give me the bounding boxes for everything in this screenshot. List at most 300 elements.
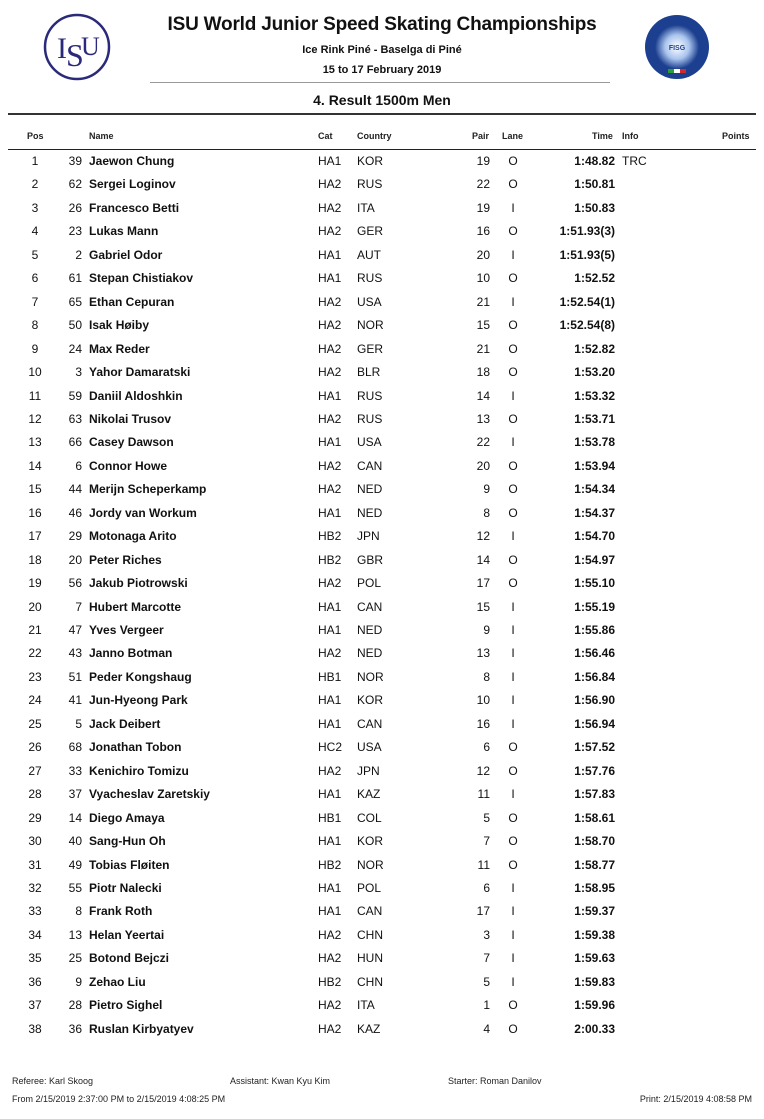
- lane: I: [511, 200, 515, 215]
- country-code: USA: [357, 294, 382, 309]
- category: HB2: [318, 529, 342, 544]
- table-row: [0, 670, 764, 693]
- bib-number: 36: [68, 1021, 82, 1036]
- position: 26: [28, 740, 42, 755]
- category: HA2: [318, 224, 342, 239]
- pair-number: 12: [476, 763, 490, 778]
- skater-name: Helan Yeertai: [89, 927, 165, 942]
- bib-number: 41: [68, 693, 82, 708]
- lane: I: [511, 716, 515, 731]
- category: HA2: [318, 318, 342, 333]
- result-time: 1:56.46: [574, 646, 615, 661]
- table-row: [0, 834, 764, 857]
- skater-name: Sergei Loginov: [89, 177, 176, 192]
- skater-name: Peder Kongshaug: [89, 669, 192, 684]
- bib-number: 40: [68, 834, 82, 849]
- skater-name: Ruslan Kirbyatyev: [89, 1021, 194, 1036]
- header-divider: [8, 149, 756, 150]
- starter: Starter: Roman Danilov: [448, 1076, 542, 1086]
- position: 2: [31, 177, 39, 192]
- print-time: Print: 2/15/2019 4:08:58 PM: [639, 1094, 752, 1104]
- skater-name: Jordy van Workum: [89, 505, 197, 520]
- skater-name: Botond Bejczi: [89, 951, 169, 966]
- bib-number: 44: [68, 482, 82, 497]
- country-code: BLR: [357, 365, 381, 380]
- lane: O: [508, 482, 518, 497]
- result-time: 1:48.82: [574, 154, 615, 168]
- position: 9: [31, 341, 39, 356]
- pair-number: 15: [476, 318, 490, 333]
- pair-number: 9: [483, 482, 490, 497]
- table-row: [0, 506, 764, 529]
- result-time: 1:55.10: [574, 576, 615, 591]
- country-code: RUS: [357, 388, 383, 403]
- position: 37: [28, 998, 42, 1013]
- pair-number: 5: [483, 974, 490, 989]
- skater-name: Peter Riches: [89, 552, 162, 567]
- table-row: [0, 435, 764, 458]
- bib-number: 63: [68, 411, 82, 426]
- table-row: [0, 928, 764, 951]
- svg-text:S: S: [66, 37, 84, 73]
- country-code: KAZ: [357, 1021, 381, 1036]
- result-time: 1:58.70: [574, 834, 615, 849]
- lane: I: [511, 880, 515, 895]
- divider: [150, 82, 610, 83]
- country-code: GBR: [357, 552, 384, 567]
- table-row: [0, 295, 764, 318]
- bib-number: 51: [68, 669, 82, 684]
- pair-number: 12: [476, 529, 490, 544]
- country-code: USA: [357, 740, 382, 755]
- country-code: NED: [357, 505, 383, 520]
- pair-number: 14: [476, 552, 490, 567]
- skater-name: Daniil Aldoshkin: [89, 388, 183, 403]
- country-code: KOR: [357, 154, 384, 168]
- country-code: GER: [357, 341, 384, 356]
- country-code: RUS: [357, 271, 383, 286]
- table-row: [0, 389, 764, 412]
- category: HC2: [318, 740, 343, 755]
- position: 35: [28, 951, 42, 966]
- pair-number: 21: [476, 341, 490, 356]
- bib-number: 68: [68, 740, 82, 755]
- referee: Referee: Karl Skoog: [12, 1076, 94, 1086]
- venue: Ice Rink Piné - Baselga di Piné: [302, 44, 462, 56]
- svg-text:U: U: [81, 32, 100, 61]
- country-code: CAN: [357, 904, 383, 919]
- country-code: POL: [357, 880, 382, 895]
- table-row: [0, 858, 764, 881]
- position: 28: [28, 787, 42, 802]
- column-header-info: Info: [622, 131, 639, 141]
- country-code: HUN: [357, 951, 383, 966]
- lane: O: [508, 763, 518, 778]
- category: HA2: [318, 341, 342, 356]
- category: HA2: [318, 200, 342, 215]
- svg-text:FISG: FISG: [668, 45, 686, 52]
- category: HA2: [318, 1021, 342, 1036]
- table-row: [0, 975, 764, 998]
- table-row: [0, 951, 764, 974]
- pair-number: 7: [483, 951, 490, 966]
- bib-number: 25: [68, 951, 82, 966]
- table-row: [0, 271, 764, 294]
- position: 25: [28, 716, 42, 731]
- lane: I: [511, 951, 515, 966]
- page-title: ISU World Junior Speed Skating Championships: [167, 14, 597, 35]
- pair-number: 19: [476, 154, 490, 168]
- pair-number: 6: [483, 880, 490, 895]
- lane: I: [511, 247, 515, 262]
- country-code: CHN: [357, 927, 383, 942]
- result-time: 1:52.54(8): [559, 318, 615, 333]
- category: HA2: [318, 576, 342, 591]
- result-time: 1:56.90: [574, 693, 615, 708]
- result-time: 1:54.37: [574, 505, 615, 520]
- pair-number: 5: [483, 810, 490, 825]
- result-time: 1:55.86: [574, 623, 615, 637]
- country-code: RUS: [357, 177, 383, 192]
- pair-number: 22: [476, 177, 490, 192]
- skater-name: Max Reder: [89, 341, 150, 356]
- bib-number: 8: [75, 904, 82, 919]
- result-time: 1:55.19: [574, 599, 615, 614]
- bib-number: 61: [68, 271, 82, 286]
- lane: O: [508, 1021, 518, 1036]
- table-row: [0, 693, 764, 716]
- category: HA2: [318, 458, 342, 473]
- result-time: 1:53.78: [574, 435, 615, 450]
- bib-number: 55: [68, 880, 82, 895]
- lane: O: [508, 318, 518, 333]
- position: 6: [31, 271, 39, 286]
- category: HA2: [318, 951, 342, 966]
- result-time: 1:59.38: [574, 927, 615, 942]
- bib-number: 59: [68, 388, 82, 403]
- assistant: Assistant: Kwan Kyu Kim: [230, 1076, 331, 1086]
- position: 32: [28, 880, 42, 895]
- category: HA1: [318, 693, 342, 708]
- country-code: NOR: [357, 669, 384, 684]
- table-row: [0, 787, 764, 810]
- table-row: [0, 740, 764, 763]
- position: 7: [31, 294, 39, 309]
- lane: I: [511, 646, 515, 661]
- timing-period: From 2/15/2019 2:37:00 PM to 2/15/2019 4:08:25 PM: [12, 1094, 226, 1104]
- category: HA2: [318, 998, 342, 1013]
- position: 22: [28, 646, 42, 661]
- position: 1: [31, 154, 39, 168]
- country-code: KAZ: [357, 787, 381, 802]
- lane: O: [508, 154, 518, 168]
- pair-number: 22: [476, 435, 490, 450]
- category: HA1: [318, 271, 342, 286]
- pair-number: 14: [476, 388, 490, 403]
- pair-number: 3: [483, 927, 490, 942]
- pair-number: 13: [476, 411, 490, 426]
- position: 24: [28, 693, 42, 708]
- pair-number: 8: [483, 505, 490, 520]
- pair-number: 6: [483, 740, 490, 755]
- category: HB2: [318, 857, 342, 872]
- bib-number: 33: [68, 763, 82, 778]
- svg-text:I: I: [57, 32, 67, 65]
- country-code: COL: [357, 810, 382, 825]
- result-time: 1:54.70: [574, 529, 615, 544]
- category: HA1: [318, 247, 342, 262]
- bib-number: 50: [68, 318, 82, 333]
- skater-name: Stepan Chistiakov: [89, 271, 194, 286]
- bib-number: 43: [68, 646, 82, 661]
- lane: O: [508, 505, 518, 520]
- table-row: [0, 764, 764, 787]
- bib-number: 37: [68, 787, 82, 802]
- table-row: [0, 177, 764, 200]
- pair-number: 19: [476, 200, 490, 215]
- bib-number: 6: [75, 458, 82, 473]
- position: 38: [28, 1021, 42, 1036]
- lane: I: [511, 388, 515, 403]
- bib-number: 46: [68, 505, 82, 520]
- table-row: [0, 318, 764, 341]
- skater-name: Hubert Marcotte: [89, 599, 182, 614]
- country-code: KOR: [357, 834, 384, 849]
- table-row: [0, 553, 764, 576]
- skater-name: Piotr Nalecki: [89, 880, 162, 895]
- lane: I: [511, 693, 515, 708]
- result-time: 1:56.84: [574, 669, 615, 684]
- bib-number: 47: [68, 623, 82, 637]
- table-row: [0, 154, 764, 177]
- country-code: NED: [357, 646, 383, 661]
- result-time: 1:53.71: [574, 411, 615, 426]
- skater-name: Casey Dawson: [89, 435, 174, 450]
- country-code: CAN: [357, 716, 383, 731]
- bib-number: 14: [68, 810, 82, 825]
- result-time: 1:50.83: [574, 200, 615, 215]
- table-row: [0, 904, 764, 927]
- table-row: [0, 459, 764, 482]
- pair-number: 7: [483, 834, 490, 849]
- skater-name: Vyacheslav Zaretskiy: [89, 787, 210, 802]
- column-header-name: Name: [89, 131, 114, 141]
- table-row: [0, 482, 764, 505]
- bib-number: 13: [68, 927, 82, 942]
- country-code: CAN: [357, 458, 383, 473]
- table-row: [0, 576, 764, 599]
- divider: [8, 113, 756, 115]
- lane: O: [508, 458, 518, 473]
- table-row: [0, 224, 764, 247]
- lane: O: [508, 224, 518, 239]
- position: 5: [31, 247, 39, 262]
- country-code: NED: [357, 623, 383, 637]
- country-code: ITA: [357, 998, 375, 1013]
- category: HA2: [318, 482, 342, 497]
- country-code: KOR: [357, 693, 384, 708]
- country-code: NOR: [357, 857, 384, 872]
- result-time: 1:56.94: [574, 716, 615, 731]
- category: HA1: [318, 716, 342, 731]
- lane: O: [508, 740, 518, 755]
- skater-name: Merijn Scheperkamp: [89, 482, 207, 497]
- table-row: [0, 623, 764, 646]
- position: 23: [28, 669, 42, 684]
- skater-name: Yahor Damaratski: [89, 365, 191, 380]
- bib-number: 56: [68, 576, 82, 591]
- info: TRC: [622, 154, 647, 168]
- bib-number: 3: [75, 365, 82, 380]
- table-row: [0, 342, 764, 365]
- pair-number: 10: [476, 271, 490, 286]
- result-time: 1:57.52: [574, 740, 615, 755]
- position: 8: [31, 318, 39, 333]
- position: 18: [28, 552, 42, 567]
- position: 10: [28, 365, 42, 380]
- country-code: RUS: [357, 411, 383, 426]
- bib-number: 29: [68, 529, 82, 544]
- lane: O: [508, 271, 518, 286]
- bib-number: 24: [68, 341, 82, 356]
- pair-number: 13: [476, 646, 490, 661]
- pair-number: 18: [476, 365, 490, 380]
- lane: O: [508, 411, 518, 426]
- result-time: 1:51.93(5): [559, 247, 615, 262]
- country-code: NOR: [357, 318, 384, 333]
- result-time: 1:54.97: [574, 552, 615, 567]
- country-code: NED: [357, 482, 383, 497]
- column-header-points: Points: [722, 131, 750, 141]
- position: 14: [28, 458, 42, 473]
- category: HB1: [318, 810, 342, 825]
- bib-number: 39: [68, 154, 82, 168]
- country-code: JPN: [357, 763, 380, 778]
- country-code: AUT: [357, 247, 381, 262]
- bib-number: 9: [75, 974, 82, 989]
- country-code: GER: [357, 224, 384, 239]
- result-time: 1:59.37: [574, 904, 615, 919]
- column-header-pair: Pair: [472, 131, 490, 141]
- table-row: [0, 998, 764, 1021]
- category: HA1: [318, 435, 342, 450]
- position: 31: [28, 857, 42, 872]
- position: 13: [28, 435, 42, 450]
- bib-number: 49: [68, 857, 82, 872]
- column-header-lane: Lane: [502, 131, 524, 141]
- lane: I: [511, 294, 515, 309]
- result-time: 1:57.76: [574, 763, 615, 778]
- category: HA2: [318, 177, 342, 192]
- lane: I: [511, 904, 515, 919]
- skater-name: Nikolai Trusov: [89, 411, 172, 426]
- event-title: 4. Result 1500m Men: [313, 92, 451, 108]
- category: HA2: [318, 763, 342, 778]
- table-row: [0, 600, 764, 623]
- pair-number: 8: [483, 669, 490, 684]
- skater-name: Yves Vergeer: [89, 623, 164, 637]
- result-time: 1:58.77: [574, 857, 615, 872]
- result-time: 2:00.33: [574, 1021, 615, 1036]
- skater-name: Jaewon Chung: [89, 154, 175, 168]
- result-time: 1:59.96: [574, 998, 615, 1013]
- position: 16: [28, 505, 42, 520]
- position: 34: [28, 927, 42, 942]
- table-row: [0, 881, 764, 904]
- lane: O: [508, 834, 518, 849]
- category: HA1: [318, 787, 342, 802]
- result-time: 1:53.20: [574, 365, 615, 380]
- result-time: 1:54.34: [574, 482, 615, 497]
- position: 11: [28, 388, 42, 403]
- skater-name: Frank Roth: [89, 904, 153, 919]
- table-row: [0, 811, 764, 834]
- lane: O: [508, 857, 518, 872]
- table-row: [0, 365, 764, 388]
- bib-number: 5: [75, 716, 82, 731]
- position: 3: [31, 200, 39, 215]
- country-code: USA: [357, 435, 382, 450]
- pair-number: 11: [477, 857, 490, 872]
- lane: O: [508, 341, 518, 356]
- lane: O: [508, 177, 518, 192]
- pair-number: 17: [476, 904, 490, 919]
- result-time: 1:58.95: [574, 880, 615, 895]
- lane: I: [511, 669, 515, 684]
- country-code: JPN: [357, 529, 380, 544]
- skater-name: Gabriel Odor: [89, 247, 163, 262]
- bib-number: 62: [68, 177, 82, 192]
- skater-name: Connor Howe: [89, 458, 167, 473]
- country-code: ITA: [357, 200, 375, 215]
- pair-number: 16: [476, 716, 490, 731]
- lane: I: [511, 974, 515, 989]
- category: HA2: [318, 294, 342, 309]
- bib-number: 20: [68, 552, 82, 567]
- bib-number: 7: [75, 599, 82, 614]
- skater-name: Diego Amaya: [89, 810, 165, 825]
- skater-name: Janno Botman: [89, 646, 173, 661]
- position: 33: [28, 904, 42, 919]
- lane: I: [511, 599, 515, 614]
- pair-number: 17: [476, 576, 490, 591]
- skater-name: Isak Høiby: [89, 318, 150, 333]
- result-time: 1:57.83: [574, 787, 615, 802]
- category: HA1: [318, 388, 342, 403]
- category: HA2: [318, 646, 342, 661]
- position: 27: [28, 763, 42, 778]
- category: HA1: [318, 505, 342, 520]
- pair-number: 10: [476, 693, 490, 708]
- result-time: 1:53.94: [574, 458, 615, 473]
- category: HA1: [318, 834, 342, 849]
- result-time: 1:58.61: [574, 810, 615, 825]
- position: 12: [28, 411, 42, 426]
- skater-name: Francesco Betti: [89, 200, 180, 215]
- category: HA2: [318, 927, 342, 942]
- table-row: [0, 646, 764, 669]
- table-row: [0, 717, 764, 740]
- pair-number: 15: [476, 599, 490, 614]
- category: HA1: [318, 880, 342, 895]
- category: HA2: [318, 411, 342, 426]
- position: 4: [31, 224, 39, 239]
- table-row: [0, 412, 764, 435]
- position: 30: [28, 834, 42, 849]
- column-header-time: Time: [592, 131, 613, 141]
- column-header-cat: Cat: [318, 131, 333, 141]
- pair-number: 9: [483, 623, 490, 637]
